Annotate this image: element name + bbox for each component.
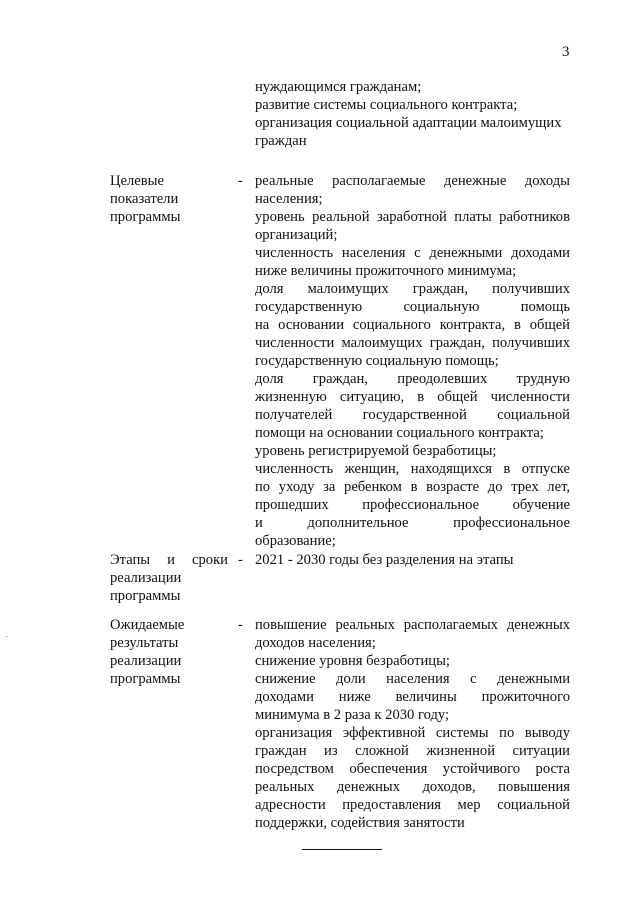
text-line: нуждающимся гражданам; [255, 79, 422, 95]
text-line: граждан из сложной жизненной ситуации [255, 743, 570, 759]
text-line: государственную социальную помощь [255, 299, 570, 315]
scan-speck [6, 636, 7, 637]
text-line: численность женщин, находящихся в отпуске [255, 461, 570, 477]
text-line: 2021 - 2030 годы без разделения на этапы [255, 552, 514, 568]
text-line: жизненную ситуацию, в общей численности [255, 389, 570, 405]
text-line: граждан [255, 133, 307, 149]
section-label: результаты [110, 635, 179, 651]
text-line: получателей государственной социальной [255, 407, 570, 423]
text-line: государственную социальную помощь; [255, 353, 499, 369]
section-label: Этапы и сроки [110, 552, 228, 568]
text-line: посредством обеспечения устойчивого роста [255, 761, 570, 777]
text-line: снижение уровня безработицы; [255, 653, 450, 669]
text-line: реальные располагаемые денежные доходы [255, 173, 570, 189]
text-line: помощи на основании социального контракта; [255, 425, 544, 441]
text-line: снижение доли населения с денежными [255, 671, 570, 687]
text-line: поддержки, содействия занятости [255, 815, 465, 831]
text-line: численность населения с денежными доходами [255, 245, 570, 261]
text-line: организация эффективной системы по выводу [255, 725, 570, 741]
text-line: реальных денежных доходов, повышения [255, 779, 570, 795]
footer-rule [302, 849, 382, 850]
text-line: населения; [255, 191, 323, 207]
text-line: доля малоимущих граждан, получивших [255, 281, 570, 297]
section-dash: - [238, 173, 243, 189]
text-line: по уходу за ребенком в возрасте до трех лет, [255, 479, 570, 495]
section-label: реализации [110, 570, 182, 586]
text-line: уровень реальной заработной платы работников [255, 209, 570, 225]
text-line: численности малоимущих граждан, получивших [255, 335, 570, 351]
text-line: прошедших профессиональное обучение [255, 497, 570, 513]
section-label: программы [110, 588, 181, 604]
text-line: повышение реальных располагаемых денежных [255, 617, 570, 633]
text-line: уровень регистрируемой безработицы; [255, 443, 497, 459]
section-label: реализации [110, 653, 182, 669]
text-line: доходов населения; [255, 635, 376, 651]
section-dash: - [238, 552, 243, 568]
section-dash: - [238, 617, 243, 633]
text-line: доходами ниже величины прожиточного [255, 689, 570, 705]
text-line: образование; [255, 533, 336, 549]
page-number: 3 [562, 44, 570, 60]
section-label: Ожидаемые [110, 617, 185, 633]
text-line: на основании социального контракта, в общей [255, 317, 570, 333]
text-line: ниже величины прожиточного минимума; [255, 263, 517, 279]
text-line: развитие системы социального контракта; [255, 97, 518, 113]
text-line: минимума в 2 раза к 2030 году; [255, 707, 450, 723]
text-line: доля граждан, преодолевших трудную [255, 371, 570, 387]
section-label: программы [110, 671, 181, 687]
text-line: и дополнительное профессиональное [255, 515, 570, 531]
text-line: организация социальной адаптации малоимущих [255, 115, 562, 131]
text-line: организаций; [255, 227, 338, 243]
section-label: Целевые [110, 173, 164, 189]
text-line: адресности предоставления мер социальной [255, 797, 570, 813]
section-label: программы [110, 209, 181, 225]
section-label: показатели [110, 191, 179, 207]
